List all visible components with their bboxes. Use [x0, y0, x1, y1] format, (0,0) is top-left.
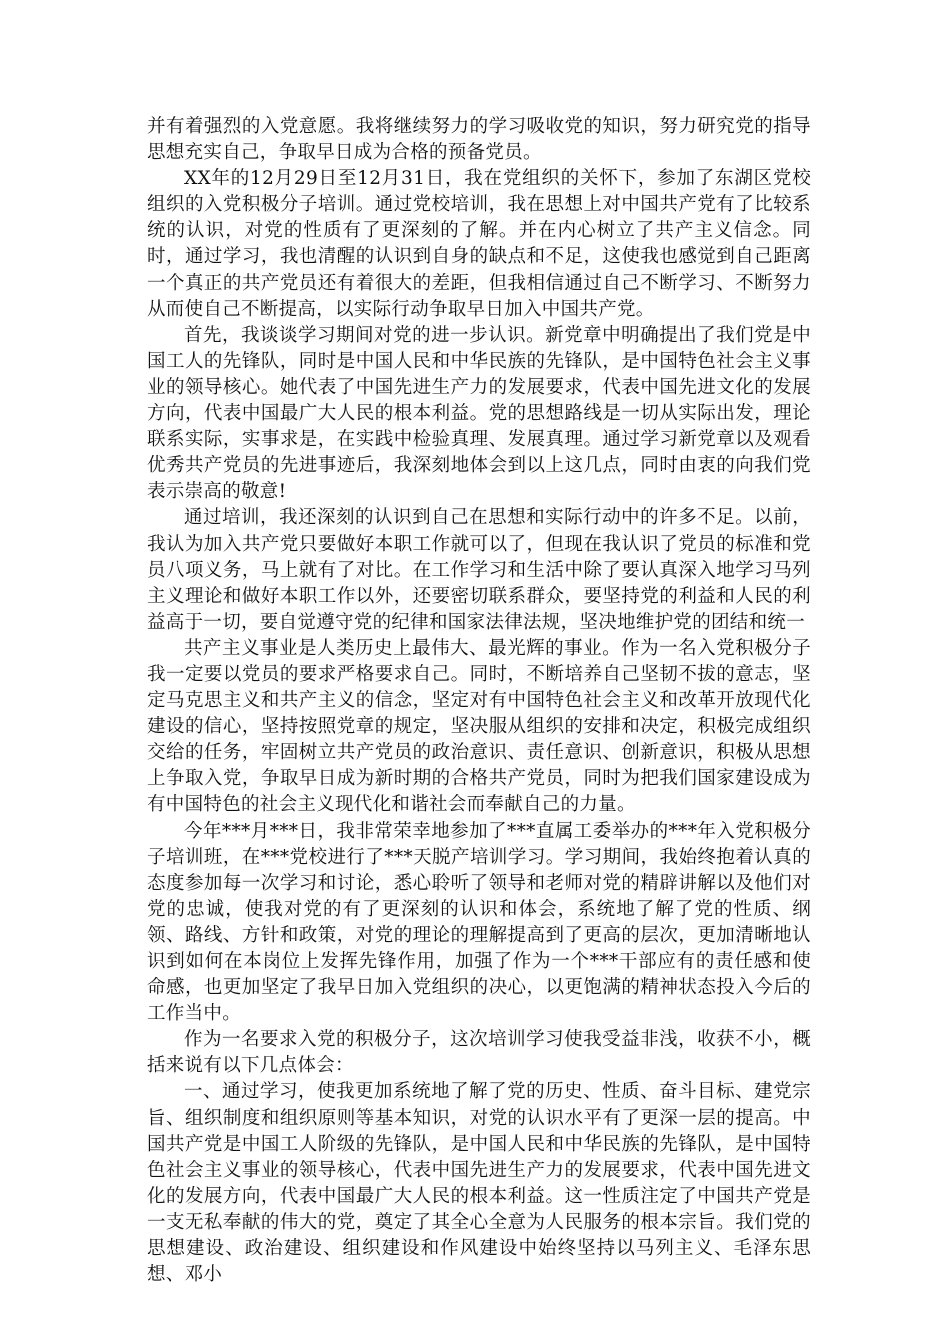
- paragraph-2: XX年的12月29日至12月31日，我在党组织的关怀下，参加了东湖区党校组织的入党积极分子培训。通过党校培训，我在思想上对中国共产党有了比较系统的认识，对党的性质有了更深刻的了解。并在内心树立了共产主义信念。同时，通过学习，我也清醒的认识到自身的缺点和不足，这使我也感觉到自己距离一个真正的共产党员还有着很大的差距，但我相信通过自己不断学习、不断努力从而使自己不断提高，以实际行动争取早日加入中国共产党。: [147, 168, 811, 320]
- paragraph-1: 并有着强烈的入党意愿。我将继续努力的学习吸收党的知识，努力研究党的指导思想充实自己，争取早日成为合格的预备党员。: [147, 116, 811, 164]
- paragraph-8: 一、通过学习，使我更加系统地了解了党的历史、性质、奋斗目标、建党宗旨、组织制度和组织原则等基本知识，对党的认识水平有了更深一层的提高。中国共产党是中国工人阶级的先锋队，是中国人民和中华民族的先锋队，是中国特色社会主义事业的领导核心，代表中国先进生产力的发展要求，代表中国先进文化的发展方向，代表中国最广大人民的根本利益。这一性质注定了中国共产党是一支无私奉献的伟大的党，奠定了其全心全意为人民服务的根本宗旨。我们党的思想建设、政治建设、组织建设和作风建设中始终坚持以马列主义、毛泽东思想、邓小: [147, 1081, 811, 1286]
- document-body: [147, 114, 811, 1288]
- paragraph-3: 首先，我谈谈学习期间对党的进一步认识。新党章中明确提出了我们党是中国工人的先锋队，同时是中国人民和中华民族的先锋队，是中国特色社会主义事业的领导核心。她代表了中国先进生产力的发展要求，代表中国先进文化的发展方向，代表中国最广大人民的根本利益。党的思想路线是一切从实际出发，理论联系实际，实事求是，在实践中检验真理、发展真理。通过学习新党章以及观看优秀共产党员的先进事迹后，我深刻地体会到以上这几点，同时由衷的向我们党表示崇高的敬意!: [147, 324, 811, 503]
- paragraph-4: 通过培训，我还深刻的认识到自己在思想和实际行动中的许多不足。以前，我认为加入共产党只要做好本职工作就可以了，但现在我认识了党员的标准和党员八项义务，马上就有了对比。在工作学习和生活中除了要认真深入地学习马列主义理论和做好本职工作以外，还要密切联系群众，要坚持党的利益和人民的利益高于一切，要自觉遵守党的纪律和国家法律法规，坚决地维护党的团结和统一: [147, 507, 811, 633]
- paragraph-5: 共产主义事业是人类历史上最伟大、最光辉的事业。作为一名入党积极分子我一定要以党员的要求严格要求自己。同时，不断培养自己坚韧不拔的意志，坚定马克思主义和共产主义的信念，坚定对有中国特色社会主义和改革开放现代化建设的信心，坚持按照党章的规定，坚决服从组织的安排和决定，积极完成组织交给的任务，牢固树立共产党员的政治意识、责任意识、创新意识，积极从思想上争取入党，争取早日成为新时期的合格共产党员，同时为把我们国家建设成为有中国特色的社会主义现代化和谐社会而奉献自己的力量。: [147, 637, 811, 816]
- paragraph-7: 作为一名要求入党的积极分子，这次培训学习使我受益非浅，收获不小，概括来说有以下几点体会：: [147, 1029, 811, 1077]
- paragraph-6: 今年***月***日，我非常荣幸地参加了***直属工委举办的***年入党积极分子培训班，在***党校进行了***天脱产培训学习。学习期间，我始终抱着认真的态度参加每一次学习和讨论，悉心聆听了领导和老师对党的精辟讲解以及他们对党的忠诚，使我对党的有了更深刻的认识和体会，系统地了解了党的性质、纲领、路线、方针和政策，对党的理论的理解提高到了更高的层次，更加清晰地认识到如何在本岗位上发挥先锋作用，加强了作为一个***干部应有的责任感和使命感，也更加坚定了我早日加入党组织的决心，以更饱满的精神状态投入今后的工作当中。: [147, 820, 811, 1025]
